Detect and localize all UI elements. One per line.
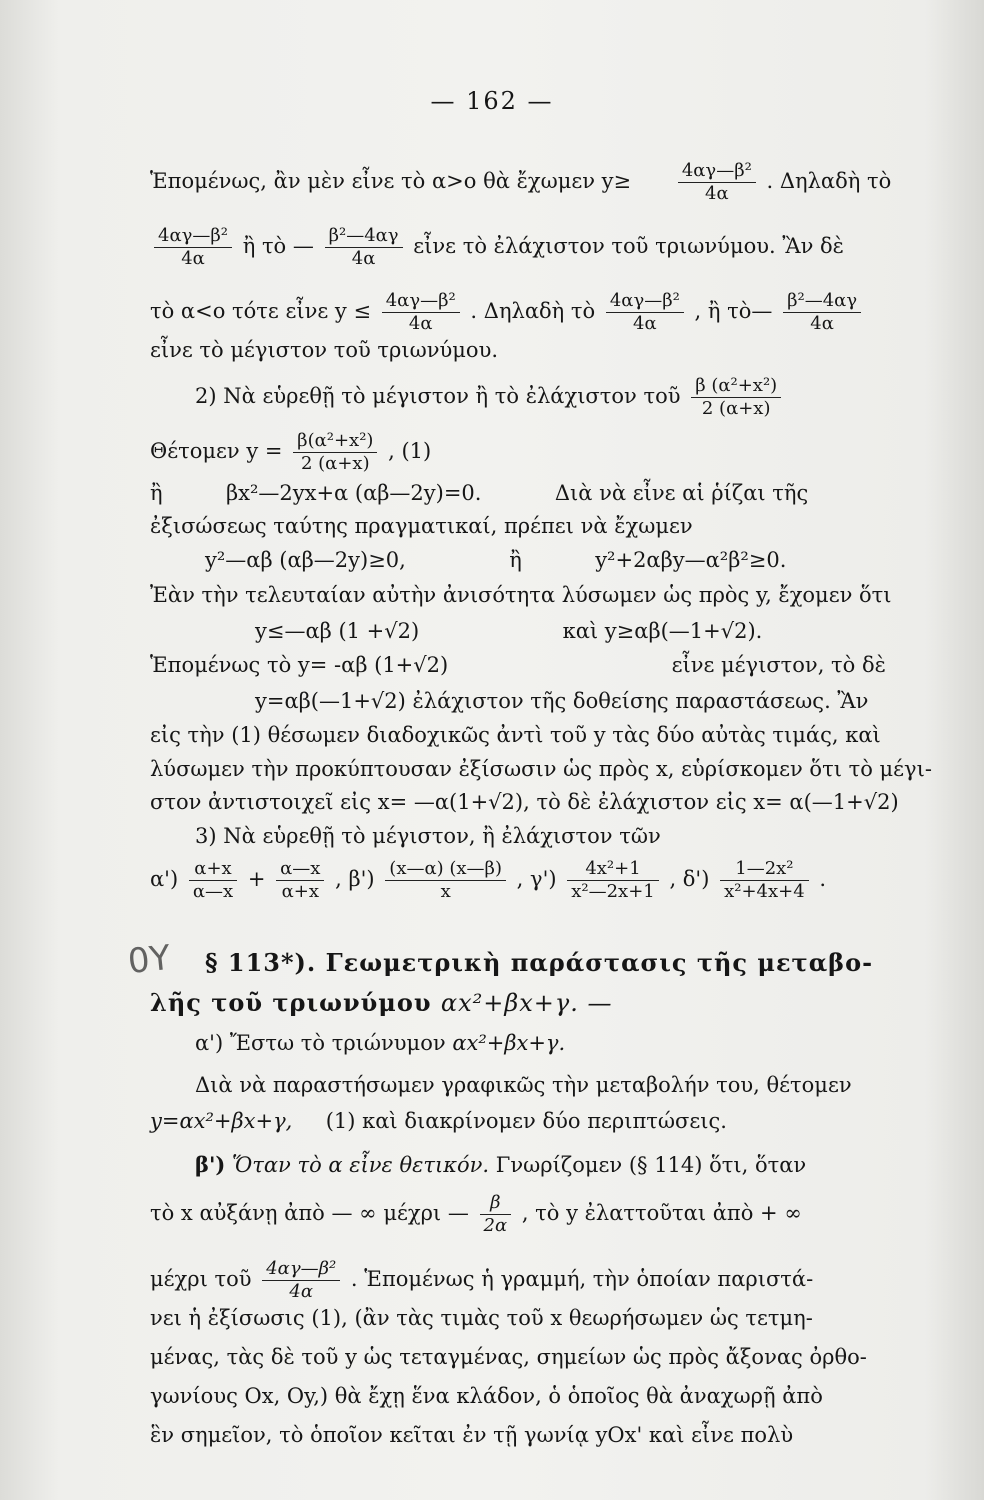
text-line-12: Ἑπομένως τὸ y= -αβ (1+√2) εἶνε μέγιστον, τὸ δὲ — [150, 653, 886, 677]
fraction: $\frac{(x—\alpha) (x—\beta)}{x}$ — [385, 858, 506, 903]
text-line-2: $\frac{\text{4αγ—β²}}{4\alpha}$ ἢ τὸ — $\frac{\text{β²—4αγ}}{4\alpha}$ εἶνε τὸ ἐλάχιστον τοῦ τριωνύμου. Ἂν δὲ — [150, 225, 950, 270]
fraction: $\frac{\alpha+x}{\alpha—x}$ — [189, 858, 237, 903]
fraction: $\frac{\text{4αγ—β²}}{4\alpha}$ — [154, 225, 232, 270]
text-line-26: μένας, τὰς δὲ τοῦ y ὡς τεταγμένας, σημείων ὡς πρὸς ἄξονας ὀρθο- — [150, 1345, 867, 1369]
text-line-10: Ἐὰν τὴν τελευταίαν αὐτὴν ἀνισότητα λύσωμεν ὡς πρὸς y, ἔχομεν ὅτι — [150, 583, 892, 607]
exercise-list: α') $\frac{\alpha+x}{\alpha—x}$ + $\frac{\alpha—x}{\alpha+x}$ , β') $\frac{(x—\alpha) (x—\beta)}{x}$ , γ') $\frac{\text{4x²+1}}{\text{x²—2x+1}}$ , δ') $\frac{\text{1—2x²}}{\text{x²+4x+4}}$ . — [150, 858, 827, 902]
text-line-8: ἐξισώσεως ταύτης πραγματικαί, πρέπει νὰ ἔχωμεν — [150, 514, 693, 538]
text-line-28: ἓν σημεῖον, τὸ ὁποῖον κεῖται ἐν τῇ γωνίᾳ yOx' καὶ εἶνε πολὺ — [150, 1423, 794, 1447]
text-line-23: τὸ x αὐξάνῃ ἀπὸ — ∞ μέχρι — $\frac{\beta}{2\alpha}$ , τὸ y ἐλαττοῦται ἀπὸ + ∞ — [150, 1192, 802, 1236]
text-line-19: α') Ἔστω τὸ τριώνυμον αx²+βx+γ. — [195, 1031, 566, 1055]
fraction: $\frac{\text{4αγ—β²}}{4\alpha}$ — [262, 1258, 340, 1303]
page-number: — 162 — — [430, 87, 554, 115]
fraction: $\frac{\alpha—x}{\alpha+x}$ — [276, 858, 324, 903]
handwritten-margin-note: 0Y — [126, 937, 173, 983]
text-line-4: εἶνε τὸ μέγιστον τοῦ τριωνύμου. — [150, 338, 499, 362]
fraction: $\frac{\text{4αγ—β²}}{4\alpha}$ — [382, 290, 460, 335]
text-line-24: μέχρι τοῦ $\frac{\text{4αγ—β²}}{4\alpha}$ . Ἑπομένως ἡ γραμμή, τὴν ὁποίαν παριστά- — [150, 1258, 814, 1302]
text-line-11: y≤—αβ (1 +√2) καὶ y≥αβ(—1+√2). — [255, 619, 763, 643]
text-line-15: λύσωμεν τὴν προκύπτουσαν ἐξίσωσιν ὡς πρὸς x, εὑρίσκομεν ὅτι τὸ μέγι- — [150, 757, 932, 781]
text-line-3: τὸ α<ο τότε εἶνε y ≤ $\frac{\text{4αγ—β²}}{4\alpha}$ . Δηλαδὴ τὸ $\frac{\text{4αγ—β²}}{4\alpha}$ , ἢ τὸ— $\frac{\text{β²—4αγ}}{4\alpha}$ — [150, 290, 950, 335]
fraction: $\frac{\text{β²—4αγ}}{4\alpha}$ — [325, 225, 403, 270]
text-line-17: 3) Νὰ εὑρεθῇ τὸ μέγιστον, ἢ ἐλάχιστον τῶν — [195, 824, 661, 848]
text-line-7: ἢ βx²—2yx+α (αβ—2y)=0. Διὰ νὰ εἶνε αἱ ῥίζαι τῆς — [150, 481, 809, 505]
section-heading: § 113*). Γεωμετρικὴ παράστασις τῆς μεταβο- — [205, 948, 874, 977]
text-line-9: y²—αβ (αβ—2y)≥0, ἢ y²+2αβy—α²β²≥0. — [205, 548, 787, 572]
text-line-22: β') Ὅταν τὸ α εἶνε θετικόν. Γνωρίζομεν (§ 114) ὅτι, ὅταν — [195, 1152, 807, 1177]
text-line-21: y=αx²+βx+γ, (1) καὶ διακρίνομεν δύο περιπτώσεις. — [150, 1109, 727, 1133]
text-line-5: 2) Νὰ εὑρεθῇ τὸ μέγιστον ἢ τὸ ἐλάχιστον τοῦ $\frac{\text{β (α²+x²)}}{2 (\alpha+x)}$ — [195, 375, 984, 420]
text-line-16: στον ἀντιστοιχεῖ εἰς x= —α(1+√2), τὸ δὲ ἐλάχιστον εἰς x= α(—1+√2) — [150, 790, 899, 814]
fraction: $\frac{\text{4αγ—β²}}{4\alpha}$ — [678, 160, 756, 205]
fraction: $\frac{\text{β (α²+x²)}}{2 (\alpha+x)}$ — [691, 375, 781, 420]
fraction: $\frac{\text{1—2x²}}{\text{x²+4x+4}}$ — [720, 858, 809, 903]
fraction: $\frac{\beta}{2\alpha}$ — [480, 1192, 512, 1237]
text-line-6: Θέτομεν y = $\frac{\text{β(α²+x²)}}{2 (\alpha+x)}$ , (1) — [150, 430, 432, 474]
fraction: $\frac{\text{β(α²+x²)}}{2 (\alpha+x)}$ — [293, 430, 377, 475]
text-line-20: Διὰ νὰ παραστήσωμεν γραφικῶς τὴν μεταβολήν του, θέτομεν — [195, 1073, 852, 1097]
fraction: $\frac{\text{β²—4αγ}}{4\alpha}$ — [783, 290, 861, 335]
text-line-14: εἰς τὴν (1) θέσωμεν διαδοχικῶς ἀντὶ τοῦ y τὰς δύο αὐτὰς τιμάς, καὶ — [150, 723, 881, 747]
fraction: $\frac{\text{4x²+1}}{\text{x²—2x+1}}$ — [567, 858, 659, 903]
fraction: $\frac{\text{4αγ—β²}}{4\alpha}$ — [606, 290, 684, 335]
text-line-13: y=αβ(—1+√2) ἐλάχιστον τῆς δοθείσης παραστάσεως. Ἂν — [255, 689, 869, 713]
text-line-1: Ἑπομένως, ἂν μὲν εἶνε τὸ α>ο θὰ ἔχωμεν y≥ $\frac{\text{4αγ—β²}}{4\alpha}$ . Δηλαδὴ τὸ — [150, 160, 892, 204]
section-heading-cont: λῆς τοῦ τριωνύμου αx²+βx+γ. — — [150, 988, 613, 1017]
text-line-25: νει ἡ ἐξίσωσις (1), (ἂν τὰς τιμὰς τοῦ x θεωρήσωμεν ὡς τετμη- — [150, 1306, 813, 1330]
text-line-27: γωνίους Ox, Oy,) θὰ ἔχῃ ἕνα κλάδον, ὁ ὁποῖος θὰ ἀναχωρῇ ἀπὸ — [150, 1384, 823, 1408]
